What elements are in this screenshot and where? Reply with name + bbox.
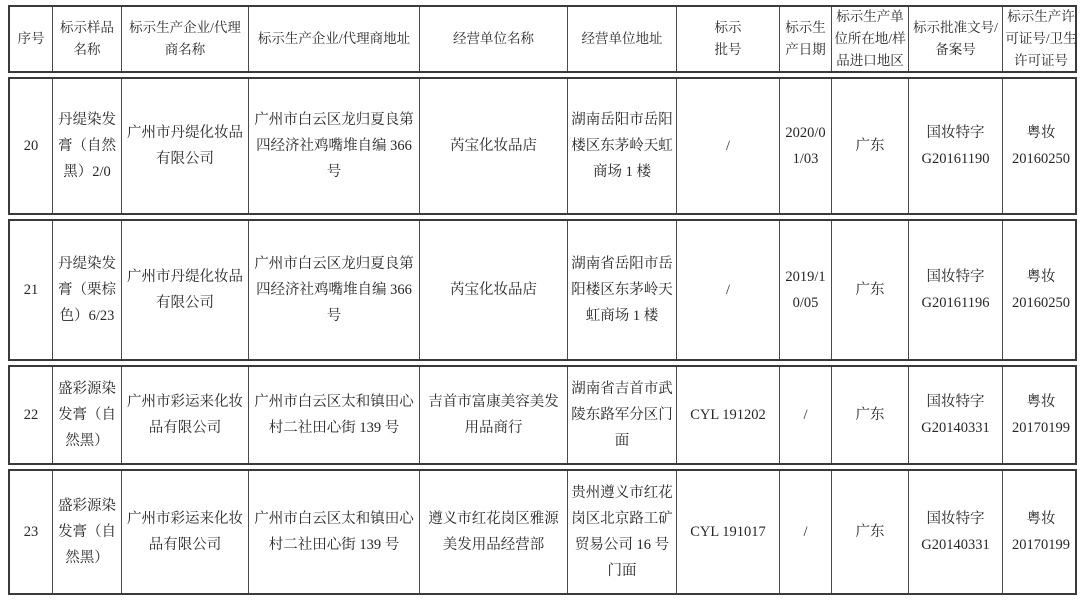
cell-manufacturer-name: 广州市丹缇化妆品有限公司 <box>122 221 249 359</box>
cell-sample-name: 丹缇染发膏（栗棕色）6/23 <box>53 221 122 359</box>
cell-production-region: 广东 <box>832 367 909 463</box>
cell-production-date: / <box>780 471 832 593</box>
header-production-region: 标示生产单位所在地/样品进口地区 <box>832 7 909 71</box>
header-production-date: 标示生产日期 <box>780 7 832 71</box>
cell-business-unit-name: 芮宝化妆品店 <box>420 221 568 359</box>
header-batch-number-label: 标示批号 <box>714 19 742 57</box>
cell-manufacturer-name: 广州市彩运来化妆品有限公司 <box>122 471 249 593</box>
cell-license-number: 粤妆20170199 <box>1012 510 1070 553</box>
cell-business-unit-address: 湖南省岳阳市岳阳楼区东茅岭天虹商场 1 楼 <box>568 221 677 359</box>
table-row <box>8 469 1077 595</box>
cell-business-unit-address: 湖南省吉首市武陵东路军分区门面 <box>568 367 677 463</box>
cell-batch-number: CYL 191202 <box>677 367 780 463</box>
cell-approval-number: 国妆特字G20161190 <box>909 79 1003 213</box>
header-sample-name: 标示样品名称 <box>53 7 122 71</box>
cell-batch-number: / <box>677 221 780 359</box>
inspection-table <box>8 5 1077 595</box>
cell-manufacturer-name: 广州市彩运来化妆品有限公司 <box>122 367 249 463</box>
cell-business-unit-name: 遵义市红花岗区雅源美发用品经营部 <box>420 471 568 593</box>
cell-business-unit-name: 芮宝化妆品店 <box>420 79 568 213</box>
cell-production-date: 2020/01/03 <box>780 79 832 213</box>
header-approval-number: 标示批准文号/备案号 <box>909 7 1003 71</box>
cell-sample-name: 盛彩源染发膏（自然黑） <box>53 367 122 463</box>
cell-manufacturer-address: 广州市白云区龙归夏良第四经济社鸡嘴堆自编 366 号 <box>249 79 420 213</box>
cell-production-date: / <box>780 367 832 463</box>
cell-license-number: 粤妆20160250 <box>1012 124 1070 167</box>
cell-approval-number: 国妆特字G20140331 <box>909 367 1003 463</box>
cell-approval-number: 国妆特字G20161196 <box>909 221 1003 359</box>
cell-sample-name: 丹缇染发膏（自然黑）2/0 <box>53 79 122 213</box>
cell-sample-name: 盛彩源染发膏（自然黑） <box>53 471 122 593</box>
header-manufacturer-address: 标示生产企业/代理商地址 <box>249 7 420 71</box>
header-serial-number: 序号 <box>10 7 53 71</box>
cell-manufacturer-address: 广州市白云区太和镇田心村二社田心街 139 号 <box>249 367 420 463</box>
cell-serial-number: 23 <box>10 471 53 593</box>
cell-approval-number: 国妆特字G20140331 <box>909 471 1003 593</box>
header-manufacturer-name: 标示生产企业/代理商名称 <box>122 7 249 71</box>
cell-manufacturer-name: 广州市丹缇化妆品有限公司 <box>122 79 249 213</box>
table-header-row <box>8 5 1077 73</box>
header-business-unit-name: 经营单位名称 <box>420 7 568 71</box>
cell-serial-number: 21 <box>10 221 53 359</box>
cell-manufacturer-address: 广州市白云区太和镇田心村二社田心街 139 号 <box>249 471 420 593</box>
table-row <box>8 77 1077 215</box>
cell-license-number: 粤妆20170199 <box>1012 393 1070 436</box>
header-batch-number <box>677 7 780 71</box>
cell-business-unit-address: 贵州遵义市红花岗区北京路工矿贸易公司 16 号门面 <box>568 471 677 593</box>
cell-business-unit-address: 湖南岳阳市岳阳楼区东茅岭天虹商场 1 楼 <box>568 79 677 213</box>
cell-batch-number: / <box>677 79 780 213</box>
cell-production-region: 广东 <box>832 221 909 359</box>
cell-serial-number: 22 <box>10 367 53 463</box>
cell-manufacturer-address: 广州市白云区龙归夏良第四经济社鸡嘴堆自编 366 号 <box>249 221 420 359</box>
header-business-unit-address: 经营单位地址 <box>568 7 677 71</box>
cell-production-region: 广东 <box>832 471 909 593</box>
cell-production-region: 广东 <box>832 79 909 213</box>
cell-batch-number: CYL 191017 <box>677 471 780 593</box>
cell-production-date: 2019/10/05 <box>780 221 832 359</box>
cell-license-number: 粤妆20160250 <box>1012 268 1070 311</box>
cell-serial-number: 20 <box>10 79 53 213</box>
table-row <box>8 365 1077 465</box>
header-license-number: 标示生产许可证号/卫生许可证号 <box>1005 8 1077 69</box>
table-row <box>8 219 1077 361</box>
cell-business-unit-name: 吉首市富康美容美发用品商行 <box>420 367 568 463</box>
